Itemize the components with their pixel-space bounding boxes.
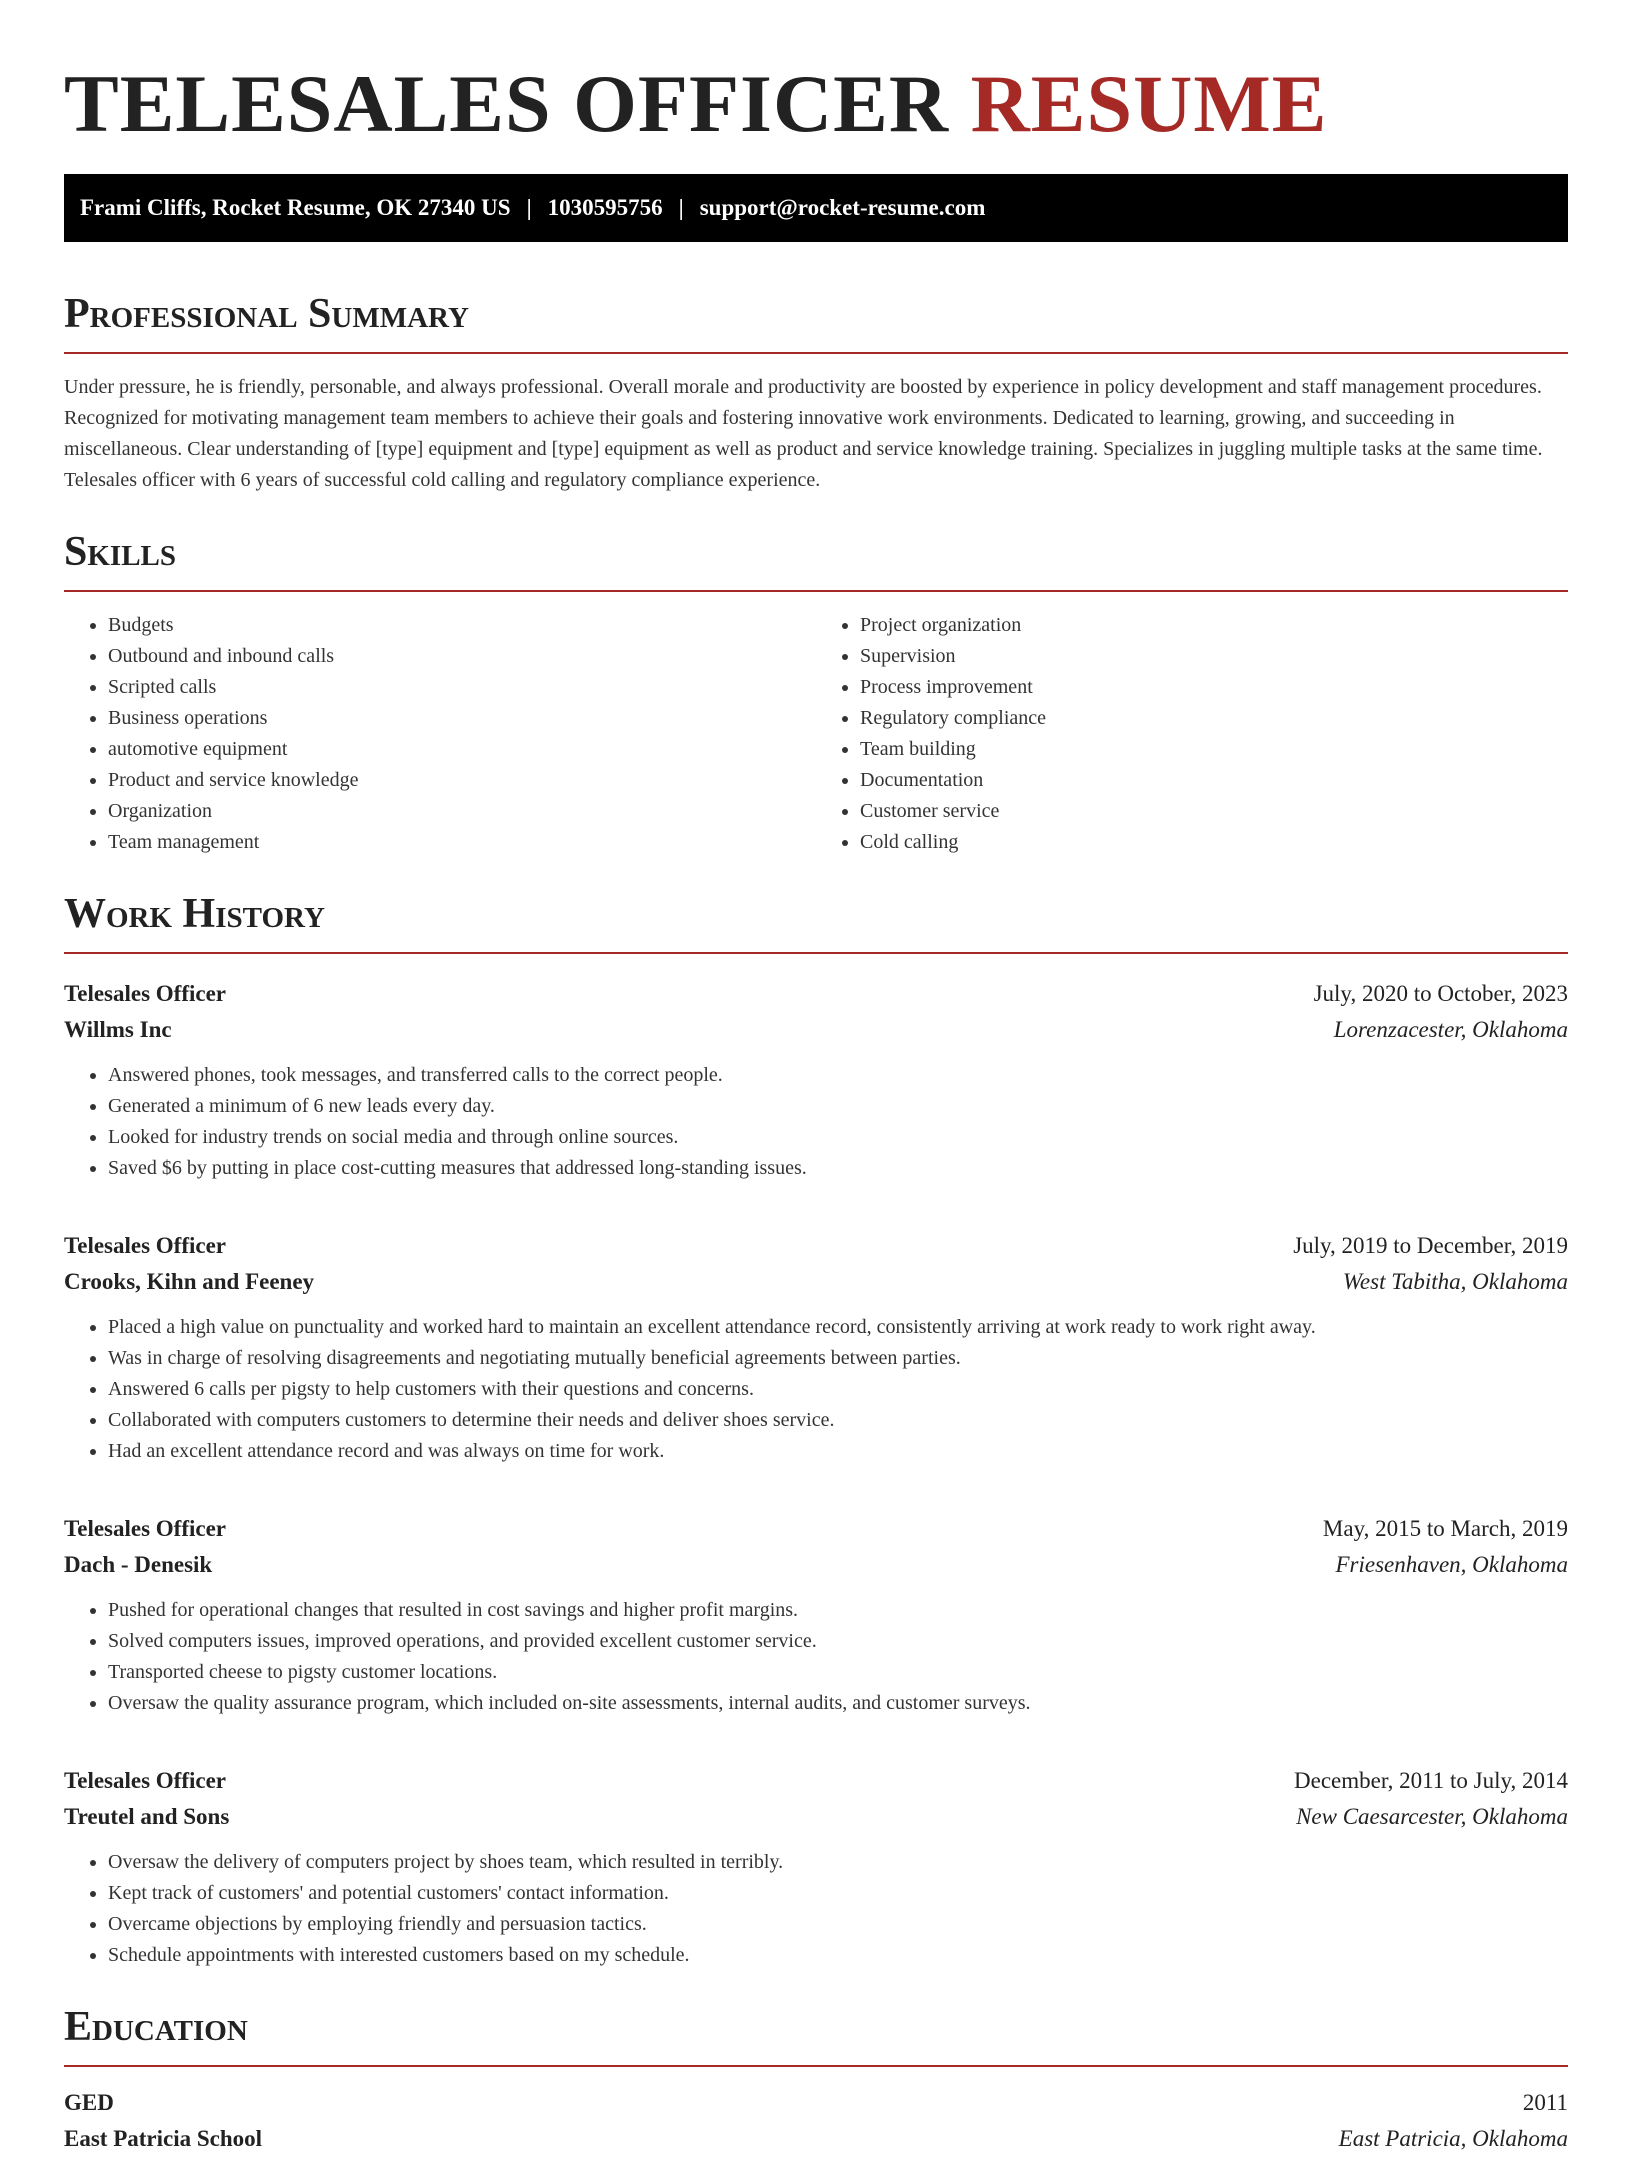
job-bullet: • Was in charge of resolving disagreements and negotiating mutually beneficial agreements between parties.: [108, 1343, 1568, 1374]
job-entry: [64, 1763, 1568, 1971]
job-dates: July, 2019 to December, 2019: [1293, 1233, 1568, 1258]
skills-list: [64, 610, 1568, 858]
job-bullet: • Transported cheese to pigsty customer locations.: [108, 1657, 1568, 1688]
job-bullet: • Overcame objections by employing friendly and persuasion tactics.: [108, 1909, 1568, 1940]
skill-item: • Customer service: [860, 796, 1568, 827]
job-company-row: [64, 1547, 1568, 1583]
education-location: East Patricia, Oklahoma: [1338, 2126, 1568, 2151]
job-bullet: • Answered phones, took messages, and transferred calls to the correct people.: [108, 1060, 1568, 1091]
job-bullet: • Pushed for operational changes that resulted in cost savings and higher profit margins.: [108, 1595, 1568, 1626]
skill-item: • Team building: [860, 734, 1568, 765]
job-bullet: • Generated a minimum of 6 new leads every day.: [108, 1091, 1568, 1122]
job-dates: December, 2011 to July, 2014: [1294, 1768, 1568, 1793]
education-school-row: [64, 2121, 1568, 2157]
skill-item: • Documentation: [860, 765, 1568, 796]
job-company: Treutel and Sons: [64, 1804, 230, 1829]
job-location: Lorenzacester, Oklahoma: [1333, 1017, 1568, 1042]
job-header-row: [64, 1763, 1568, 1799]
job-bullet: • Schedule appointments with interested customers based on my schedule.: [108, 1940, 1568, 1971]
skills-heading: Skills: [64, 526, 1568, 592]
job-bullet: • Kept track of customers' and potential customers' contact information.: [108, 1878, 1568, 1909]
skill-item: • automotive equipment: [108, 734, 816, 765]
job-bullets: [64, 1060, 1568, 1184]
job-bullet: • Oversaw the quality assurance program, which included on-site assessments, internal audits, and customer surveys.: [108, 1688, 1568, 1719]
education-degree-row: [64, 2085, 1568, 2121]
job-company-row: [64, 1799, 1568, 1835]
job-header-row: [64, 976, 1568, 1012]
job-company: Crooks, Kihn and Feeney: [64, 1269, 315, 1294]
job-bullet: • Answered 6 calls per pigsty to help customers with their questions and concerns.: [108, 1374, 1568, 1405]
job-location: Friesenhaven, Oklahoma: [1335, 1552, 1568, 1577]
job-bullet: • Solved computers issues, improved operations, and provided excellent customer service.: [108, 1626, 1568, 1657]
skill-item: • Regulatory compliance: [860, 703, 1568, 734]
summary-text: Under pressure, he is friendly, personable, and always professional. Overall morale and productivity are boosted by experience in policy development and staff management procedures. Recognized for motivating management team members to achieve their goals and fostering innovative work environments. Dedicated to learning, growing, and succeeding in miscellaneous. Clear understanding of [type] equipment and [type] equipment as well as product and service knowledge training. Specializes in juggling multiple tasks at the same time. Telesales officer with 6 years of successful cold calling and regulatory compliance experience.: [64, 376, 1543, 491]
job-dates: May, 2015 to March, 2019: [1322, 1516, 1568, 1541]
skill-item: • Organization: [108, 796, 816, 827]
contact-bar: [64, 174, 1568, 242]
job-entry: [64, 976, 1568, 1184]
job-header-row: [64, 1511, 1568, 1547]
job-header-row: [64, 1228, 1568, 1264]
contact-address: Frami Cliffs, Rocket Resume, OK 27340 US: [80, 195, 511, 220]
skill-item: • Project organization: [860, 610, 1568, 641]
job-bullet: • Saved $6 by putting in place cost-cutting measures that addressed long-standing issues.: [108, 1153, 1568, 1184]
skill-item: • Cold calling: [860, 827, 1568, 858]
skills-column-right: [816, 610, 1568, 858]
contact-separator: |: [678, 195, 684, 220]
job-title: Telesales Officer: [64, 1768, 227, 1793]
skill-item: • Supervision: [860, 641, 1568, 672]
summary-heading: Professional Summary: [64, 288, 1568, 354]
job-title: Telesales Officer: [64, 1233, 227, 1258]
education-school: East Patricia School: [64, 2126, 263, 2151]
job-title: Telesales Officer: [64, 981, 227, 1006]
education-entry: [64, 2085, 1568, 2157]
skill-item: • Outbound and inbound calls: [108, 641, 816, 672]
job-bullets: [64, 1595, 1568, 1719]
skill-item: • Business operations: [108, 703, 816, 734]
job-dates: July, 2020 to October, 2023: [1313, 981, 1568, 1006]
skill-item: • Budgets: [108, 610, 816, 641]
skill-item: • Scripted calls: [108, 672, 816, 703]
title-main: TELESALES OFFICER: [64, 58, 950, 149]
job-location: West Tabitha, Oklahoma: [1342, 1269, 1568, 1294]
job-bullet: • Had an excellent attendance record and was always on time for work.: [108, 1436, 1568, 1467]
job-company-row: [64, 1264, 1568, 1300]
education-degree: GED: [64, 2090, 114, 2115]
job-company: Willms Inc: [64, 1017, 172, 1042]
work-history-heading: Work History: [64, 888, 1568, 954]
skill-item: • Product and service knowledge: [108, 765, 816, 796]
job-company-row: [64, 1012, 1568, 1048]
skill-item: • Team management: [108, 827, 816, 858]
job-location: New Caesarcester, Oklahoma: [1296, 1804, 1568, 1829]
job-entry: [64, 1511, 1568, 1719]
contact-phone: 1030595756: [547, 195, 663, 220]
job-bullet: • Oversaw the delivery of computers project by shoes team, which resulted in terribly.: [108, 1847, 1568, 1878]
education-heading: Education: [64, 2001, 1568, 2067]
skills-column-left: [64, 610, 816, 858]
education-year: 2011: [1522, 2090, 1568, 2115]
job-bullet: • Collaborated with computers customers to determine their needs and deliver shoes service.: [108, 1405, 1568, 1436]
job-bullets: [64, 1847, 1568, 1971]
job-company: Dach - Denesik: [64, 1552, 213, 1577]
job-bullet: • Placed a high value on punctuality and worked hard to maintain an excellent attendance record, consistently arriving at work ready to work right away.: [108, 1312, 1568, 1343]
contact-email: support@rocket-resume.com: [699, 195, 986, 220]
job-bullets: [64, 1312, 1568, 1467]
job-title: Telesales Officer: [64, 1516, 227, 1541]
contact-separator: |: [526, 195, 532, 220]
title-accent: RESUME: [970, 58, 1328, 149]
job-bullet: • Looked for industry trends on social media and through online sources.: [108, 1122, 1568, 1153]
resume-title: [64, 56, 1568, 152]
job-entry: [64, 1228, 1568, 1467]
skill-item: • Process improvement: [860, 672, 1568, 703]
